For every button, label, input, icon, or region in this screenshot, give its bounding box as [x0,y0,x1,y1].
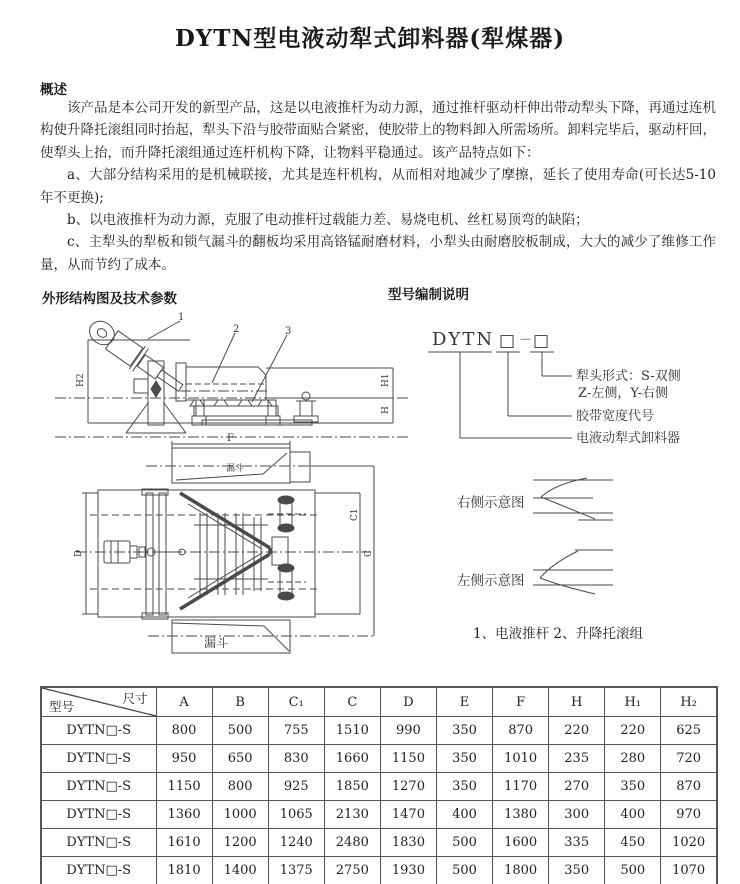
value-cell: 2480 [324,829,380,857]
value-cell: 1065 [268,801,324,829]
corner-header-cell [41,687,156,717]
column-header: C [324,687,380,717]
value-cell: 800 [156,717,212,745]
value-cell: 1020 [661,829,717,857]
table-row [41,773,717,801]
column-header: H₂ [661,687,717,717]
dim-h2: H2 [76,373,86,387]
value-cell: 755 [268,717,324,745]
value-cell: 335 [549,829,605,857]
drawing-heading: 外形结构图及技术参数 [42,291,177,307]
value-cell: 830 [268,745,324,773]
value-cell: 1800 [493,857,549,884]
table-row [41,829,717,857]
value-cell: 950 [156,745,212,773]
model-prefix: DYTN [432,329,495,350]
value-cell: 1150 [156,773,212,801]
value-cell: 350 [605,773,661,801]
legend-head-line1: 犁头形式：S-双侧 [576,369,681,384]
value-cell: 800 [212,773,268,801]
value-cell: 925 [268,773,324,801]
column-header: H [549,687,605,717]
value-cell: 1660 [324,745,380,773]
value-cell: 1000 [212,801,268,829]
column-header: C₁ [268,687,324,717]
value-cell: 990 [380,717,436,745]
feature-item-c: c、主犁头的犁板和锁气漏斗的翻板均采用高铬锰耐磨材料，小犁头由耐磨胶板制成，大大的减少了维修工作量，从而节约了成本。 [40,234,716,273]
value-cell: 650 [212,745,268,773]
table-row [41,745,717,773]
value-cell: 870 [493,717,549,745]
dimension-table [40,686,718,884]
overview-text [40,97,716,276]
model-cell: DYTN□-S [41,745,156,773]
right-schematic-figure [533,478,613,520]
value-cell: 1380 [493,801,549,829]
value-cell: 1930 [380,857,436,884]
model-cell: DYTN□-S [41,857,156,884]
value-cell: 220 [605,717,661,745]
side-schematics [445,467,735,607]
feature-item-a: a、大部分结构采用的是机械联接，尤其是连杆机构，从而相对地减少了摩擦，延长了使用寿命(可长达5-10年不更换); [40,167,716,206]
value-cell: 870 [661,773,717,801]
value-cell: 1200 [212,829,268,857]
dim-f: F [227,433,234,444]
value-cell: 350 [436,745,492,773]
table-row [41,857,717,884]
model-box2: □ [533,331,550,351]
dim-c1: C1 [350,508,360,521]
legend-belt-width: 胶带宽度代号 [576,409,655,424]
value-cell: 1270 [380,773,436,801]
value-cell: 350 [436,717,492,745]
left-schematic-label: 左侧示意图 [457,573,525,589]
value-cell: 450 [605,829,661,857]
dim-h: H [381,406,391,414]
value-cell: 300 [549,801,605,829]
model-cell: DYTN□-S [41,773,156,801]
hopper-label-bottom: 漏斗 [204,636,229,650]
value-cell: 1375 [268,857,324,884]
table-row [41,801,717,829]
corner-label-size: 尺寸 [122,691,148,706]
page-title: DYTN型电液动犁式卸料器(犁煤器) [174,25,566,52]
model-code-diagram [420,318,740,458]
model-cell: DYTN□-S [41,829,156,857]
value-cell: 2750 [324,857,380,884]
left-schematic-figure [533,550,613,594]
column-header: F [493,687,549,717]
value-cell: 350 [436,773,492,801]
value-cell: 220 [549,717,605,745]
model-cell: DYTN□-S [41,717,156,745]
value-cell: 500 [605,857,661,884]
column-header: E [436,687,492,717]
dim-c: C [364,550,374,557]
value-cell: 500 [436,857,492,884]
dim-d: D [74,549,84,557]
model-code-heading: 型号编制说明 [388,287,469,303]
value-cell: 1510 [324,717,380,745]
value-cell: 500 [212,717,268,745]
dim-h1: H1 [381,373,391,387]
value-cell: 500 [436,829,492,857]
overview-heading: 概述 [40,82,67,98]
value-cell: 1070 [661,857,717,884]
part-number-2: 2 [233,324,240,335]
value-cell: 400 [605,801,661,829]
column-header: A [156,687,212,717]
value-cell: 280 [605,745,661,773]
part-number-3: 3 [285,326,292,337]
column-header: H₁ [605,687,661,717]
value-cell: 1400 [212,857,268,884]
value-cell: 1600 [493,829,549,857]
legend-head-line2: Z-左侧，Y-右侧 [578,386,668,401]
right-schematic-label: 右侧示意图 [457,495,525,511]
value-cell: 1470 [380,801,436,829]
table-header-row [41,687,717,717]
value-cell: 1610 [156,829,212,857]
part-number-1: 1 [178,312,185,323]
value-cell: 1360 [156,801,212,829]
hopper-label-mid: 漏斗 [226,464,245,474]
table-body [41,717,717,884]
column-header: D [380,687,436,717]
legend-device-name: 电液动犁式卸料器 [576,431,681,446]
model-dash: － [519,333,533,348]
value-cell: 1240 [268,829,324,857]
corner-diagonal [42,688,156,716]
value-cell: 350 [549,857,605,884]
model-box1: □ [499,331,516,351]
value-cell: 1810 [156,857,212,884]
value-cell: 1850 [324,773,380,801]
value-cell: 1010 [493,745,549,773]
parts-caption: 1、电液推杆 2、升降托滚组 [473,626,643,642]
column-header: B [212,687,268,717]
value-cell: 720 [661,745,717,773]
corner-label-model: 型号 [49,699,75,714]
value-cell: 270 [549,773,605,801]
value-cell: 970 [661,801,717,829]
value-cell: 625 [661,717,717,745]
value-cell: 1170 [493,773,549,801]
value-cell: 2130 [324,801,380,829]
value-cell: 1150 [380,745,436,773]
table-row [41,717,717,745]
structure-drawing [30,303,445,673]
model-cell: DYTN□-S [41,801,156,829]
value-cell: 1830 [380,829,436,857]
overview-paragraph: 该产品是本公司开发的新型产品，这是以电液推杆为动力源，通过推杆驱动杆伸出带动犁头下降，再通过连机构使升降托滚组同时抬起，犁头下沿与胶带面贴合紧密，使胶带上的物料卸入所需场所。卸料完毕后，驱动杆回，使犁头上抬，而升降托滚组通过连杆机构下降，让物料平稳通过。该产品特点如下： [40,100,716,161]
value-cell: 235 [549,745,605,773]
feature-item-b: b、以电液推杆为动力源，克服了电动推杆过载能力差、易烧电机、丝杠易顶弯的缺陷； [67,212,589,229]
value-cell: 400 [436,801,492,829]
